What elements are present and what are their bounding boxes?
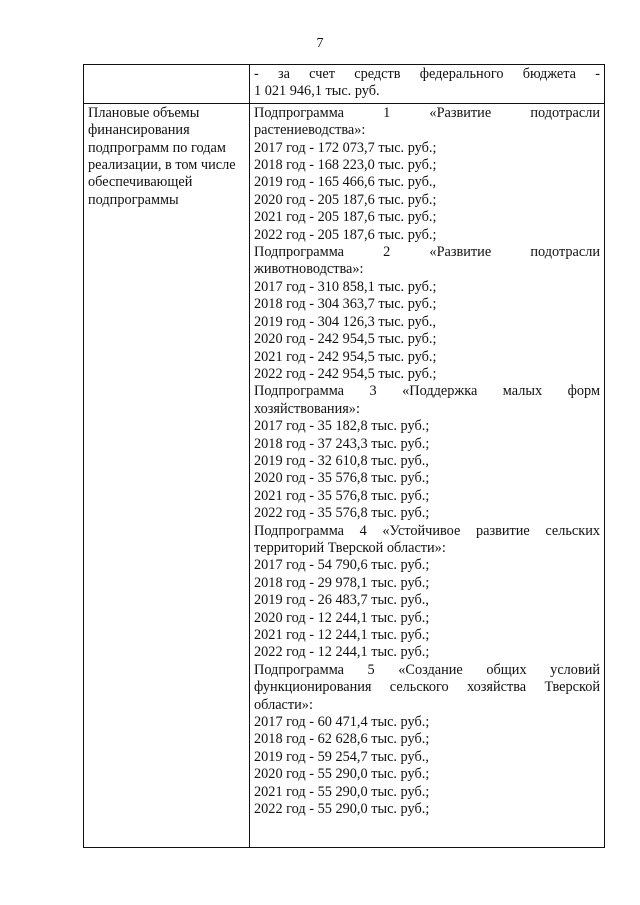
year-line: 2018 год - 29 978,1 тыс. руб.; <box>254 574 430 591</box>
year-line: 2017 год - 54 790,6 тыс. руб.; <box>254 557 430 574</box>
subprogram-3-title-cont: хозяйствования»: <box>254 400 360 417</box>
year-line: 2021 год - 35 576,8 тыс. руб.; <box>254 487 430 504</box>
row1-label-cell <box>84 65 250 104</box>
federal-budget-amount: 1 021 946,1 тыс. руб. <box>254 83 380 100</box>
label-line: реализации, в том числе <box>88 157 236 174</box>
federal-budget-line: - за счет средств федерального бюджета - <box>254 66 600 82</box>
year-line: 2021 год - 242 954,5 тыс. руб.; <box>254 348 437 365</box>
label-line: подпрограмм по годам <box>88 139 226 156</box>
subprogram-4-title-cont: территорий Тверской области»: <box>254 539 446 556</box>
year-line: 2018 год - 168 223,0 тыс. руб.; <box>254 157 437 174</box>
subprogram-4-title: Подпрограмма 4 «Устойчивое развитие сельских <box>254 522 600 539</box>
page-number: 7 <box>316 36 324 51</box>
year-line: 2020 год - 12 244,1 тыс. руб.; <box>254 609 430 626</box>
year-line: 2019 год - 59 254,7 тыс. руб., <box>254 748 429 765</box>
year-line: 2018 год - 37 243,3 тыс. руб.; <box>254 435 430 452</box>
table-row <box>84 65 605 104</box>
year-line: 2017 год - 310 858,1 тыс. руб.; <box>254 278 437 295</box>
row1-value-cell <box>250 65 605 104</box>
subprogram-2-title: Подпрограмма 2 «Развитие подотрасли <box>254 244 600 261</box>
subprogram-1-title: Подпрограмма 1 «Развитие подотрасли <box>254 104 600 121</box>
subprogram-3-title: Подпрограмма 3 «Поддержка малых форм <box>254 383 600 400</box>
label-line: финансирования <box>88 122 190 139</box>
year-line: 2019 год - 165 466,6 тыс. руб., <box>254 174 437 191</box>
subprogram-1-title-cont: растениеводства»: <box>254 122 366 139</box>
year-line: 2017 год - 172 073,7 тыс. руб.; <box>254 139 437 156</box>
row2-value-cell <box>250 103 605 847</box>
label-line: обеспечивающей <box>88 174 193 191</box>
year-line: 2020 год - 242 954,5 тыс. руб.; <box>254 331 437 348</box>
row2-label-cell <box>84 103 250 847</box>
subprogram-5-title-cont: функционирования сельского хозяйства Тверской <box>254 679 600 696</box>
year-line: 2022 год - 55 290,0 тыс. руб.; <box>254 801 430 818</box>
year-line: 2020 год - 205 187,6 тыс. руб.; <box>254 191 437 208</box>
year-line: 2022 год - 205 187,6 тыс. руб.; <box>254 226 437 243</box>
year-line: 2020 год - 35 576,8 тыс. руб.; <box>254 470 430 487</box>
financing-table <box>83 64 605 848</box>
year-line: 2021 год - 205 187,6 тыс. руб.; <box>254 209 437 226</box>
year-line: 2021 год - 12 244,1 тыс. руб.; <box>254 627 430 643</box>
year-line: 2019 год - 304 126,3 тыс. руб., <box>254 313 437 330</box>
year-line: 2017 год - 35 182,8 тыс. руб.; <box>254 418 430 435</box>
subprogram-5-title-end: области»: <box>254 696 313 713</box>
year-line: 2022 год - 242 954,5 тыс. руб.; <box>254 365 437 382</box>
subprogram-5-title: Подпрограмма 5 «Создание общих условий <box>254 661 600 678</box>
year-line: 2021 год - 55 290,0 тыс. руб.; <box>254 783 430 800</box>
year-line: 2018 год - 62 628,6 тыс. руб.; <box>254 731 430 748</box>
year-line: 2022 год - 35 576,8 тыс. руб.; <box>254 505 430 522</box>
label-line: подпрограммы <box>88 191 179 208</box>
label-line: Плановые объемы <box>88 104 200 121</box>
year-line: 2018 год - 304 363,7 тыс. руб.; <box>254 296 437 313</box>
year-line: 2019 год - 26 483,7 тыс. руб., <box>254 592 429 609</box>
year-line: 2022 год - 12 244,1 тыс. руб.; <box>254 644 430 661</box>
subprogram-2-title-cont: животноводства»: <box>254 261 364 278</box>
table-row <box>84 103 605 847</box>
year-line: 2020 год - 55 290,0 тыс. руб.; <box>254 766 430 783</box>
year-line: 2019 год - 32 610,8 тыс. руб., <box>254 452 429 469</box>
year-line: 2017 год - 60 471,4 тыс. руб.; <box>254 714 430 731</box>
